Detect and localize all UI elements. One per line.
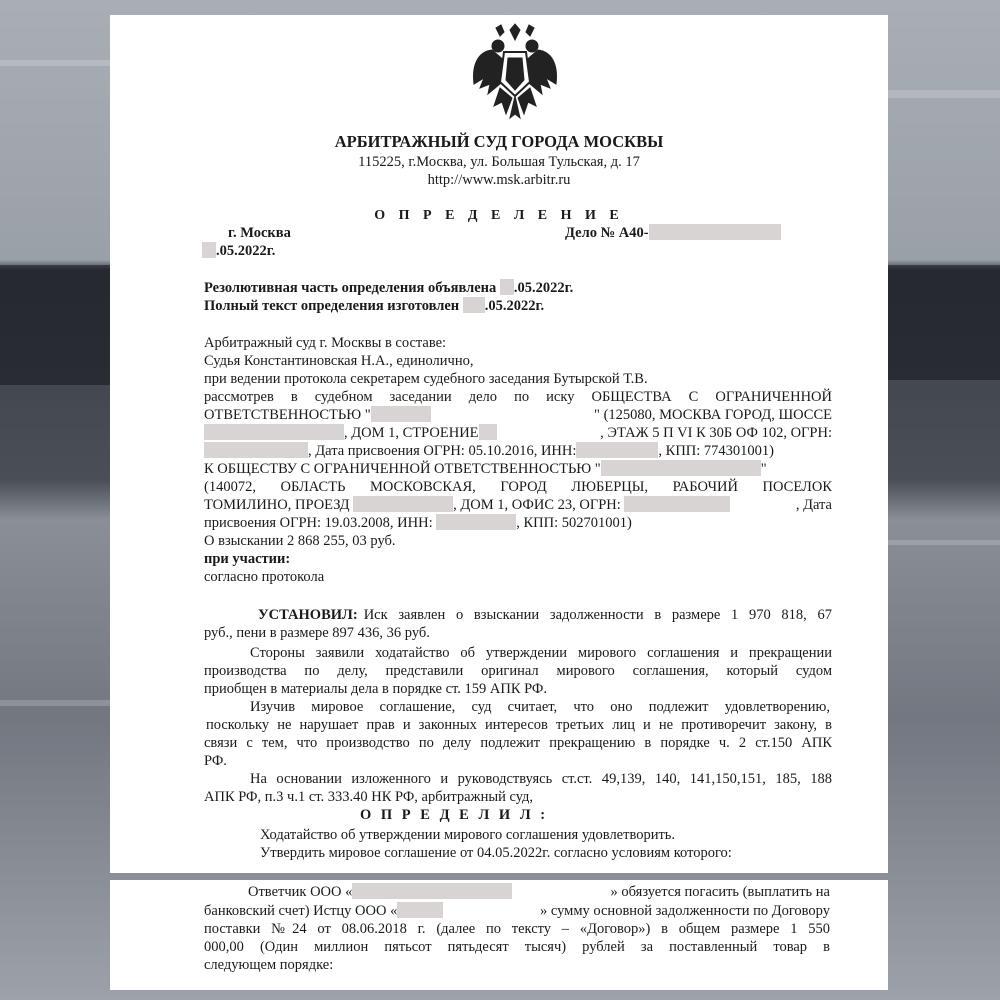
established-line: поскольку не нарушает прав и законных интересов третьих лиц и не противоречит закону, в — [206, 717, 832, 733]
case-number: Дело № А40- — [565, 224, 781, 242]
established-line: Стороны заявили ходатайство об утверждении мирового соглашения и прекращении — [250, 645, 832, 661]
intro-line: при ведении протокола секретарем судебного заседания Бутырской Т.В. — [204, 371, 648, 387]
participation-label: при участии: — [204, 551, 291, 567]
intro-line: , Дата присвоения ОГРН: 05.10.2016, ИНН: , КПП: 774301001) — [204, 442, 774, 460]
excerpt-line: 000,00 (Один миллион пятьсот пятьдесят тысяч) рублей за поставленный товар в — [204, 939, 830, 955]
redaction — [624, 496, 730, 512]
redaction — [204, 442, 308, 458]
announced-line: Резолютивная часть определения объявлена .05.2022г. — [204, 280, 574, 296]
intro-line: ОТВЕТСТВЕННОСТЬЮ " " (125080, МОСКВА ГОРОД, ШОССЕ — [204, 407, 832, 423]
court-address: 115225, г.Москва, ул. Большая Тульская, д. 17 — [358, 154, 640, 170]
redaction — [371, 406, 431, 422]
established-line: АПК РФ, п.3 ч.1 ст. 333.40 НК РФ, арбитражный суд, — [204, 789, 534, 805]
double-headed-eagle-emblem — [470, 22, 560, 122]
intro-line: , ДОМ 1, СТРОЕНИЕ , ЭТАЖ 5 П VI К 30Б ОФ 102, ОГРН: — [204, 424, 832, 442]
decided-line: Ходатайство об утверждении мирового соглашения удовлетворить. — [260, 827, 676, 843]
redaction — [463, 297, 485, 313]
established-line: приобщен в материалы дела в порядке ст. 159 АПК РФ. — [204, 681, 548, 697]
excerpt-line: поставки №24 от 08.06.2018 г. (далее по тексту – «Договор») в общем размере 1 550 — [204, 921, 830, 937]
established-line: УСТАНОВИЛ: Иск заявлен о взыскании задолженности в размере 1 970 818, 67 — [258, 607, 832, 623]
redaction — [436, 514, 516, 530]
excerpt-line: Ответчик ООО « » обязуется погасить (выплатить на — [248, 884, 830, 900]
intro-line: присвоения ОГРН: 19.03.2008, ИНН: , КПП: 502701001) — [204, 515, 632, 531]
redaction — [204, 424, 344, 440]
established-line: связи с тем, что производство по делу подлежит прекращению в порядке ч. 2 ст.150 АПК — [204, 735, 832, 751]
redaction — [352, 883, 512, 899]
established-line: Изучив мировое соглашение, суд считает, что оно подлежит удовлетворению, — [250, 699, 830, 715]
intro-line: К ОБЩЕСТВУ С ОГРАНИЧЕННОЙ ОТВЕТСТВЕННОСТЬЮ " " — [204, 461, 767, 477]
redaction — [601, 460, 761, 476]
excerpt-line: банковский счет) Истцу ООО « » сумму основной задолженности по Договору — [204, 903, 830, 919]
intro-line: Судья Константиновская Н.А., единолично, — [204, 353, 474, 369]
established-line: РФ. — [204, 753, 227, 769]
document-date: .05.2022г. — [202, 242, 275, 260]
intro-line: (140072, ОБЛАСТЬ МОСКОВСКАЯ, ГОРОД ЛЮБЕРЦЫ, РАБОЧИЙ ПОСЕЛОК — [204, 479, 832, 495]
participation-value: согласно протокола — [204, 569, 325, 585]
document-type: О П Р Е Д Е Л Е Н И Е — [374, 208, 624, 223]
full-text-line: Полный текст определения изготовлен .05.2022г. — [204, 298, 545, 314]
intro-line: Арбитражный суд г. Москвы в составе: — [204, 335, 447, 351]
claim-amount: О взыскании 2 868 255, 03 руб. — [204, 533, 396, 549]
redaction — [202, 242, 216, 258]
established-line: производства по делу, представили оригинал мирового соглашения, который судом — [204, 663, 832, 679]
court-name: АРБИТРАЖНЫЙ СУД ГОРОДА МОСКВЫ — [334, 132, 664, 151]
redaction — [576, 442, 658, 458]
excerpt-line: следующем порядке: — [204, 957, 334, 973]
redaction — [649, 224, 781, 240]
intro-line: ТОМИЛИНО, ПРОЕЗД , ДОМ 1, ОФИС 23, ОГРН: , Дата — [204, 497, 832, 513]
decided-line: Утвердить мировое соглашение от 04.05.2022г. согласно условиям которого: — [260, 845, 732, 861]
redaction — [353, 496, 453, 512]
redaction — [397, 902, 443, 918]
established-line: руб., пени в размере 897 436, 36 руб. — [204, 625, 430, 641]
redaction — [479, 424, 497, 440]
intro-line: рассмотрев в судебном заседании дело по иску ОБЩЕСТВА С ОГРАНИЧЕННОЙ — [204, 389, 832, 405]
redaction — [500, 279, 514, 295]
established-line: На основании изложенного и руководствуясь ст.ст. 49,139, 140, 141,150,151, 185, 188 — [250, 771, 832, 787]
place: г. Москва — [228, 225, 291, 241]
court-website: http://www.msk.arbitr.ru — [427, 172, 571, 188]
decided-label: О П Р Е Д Е Л И Л : — [360, 807, 549, 823]
